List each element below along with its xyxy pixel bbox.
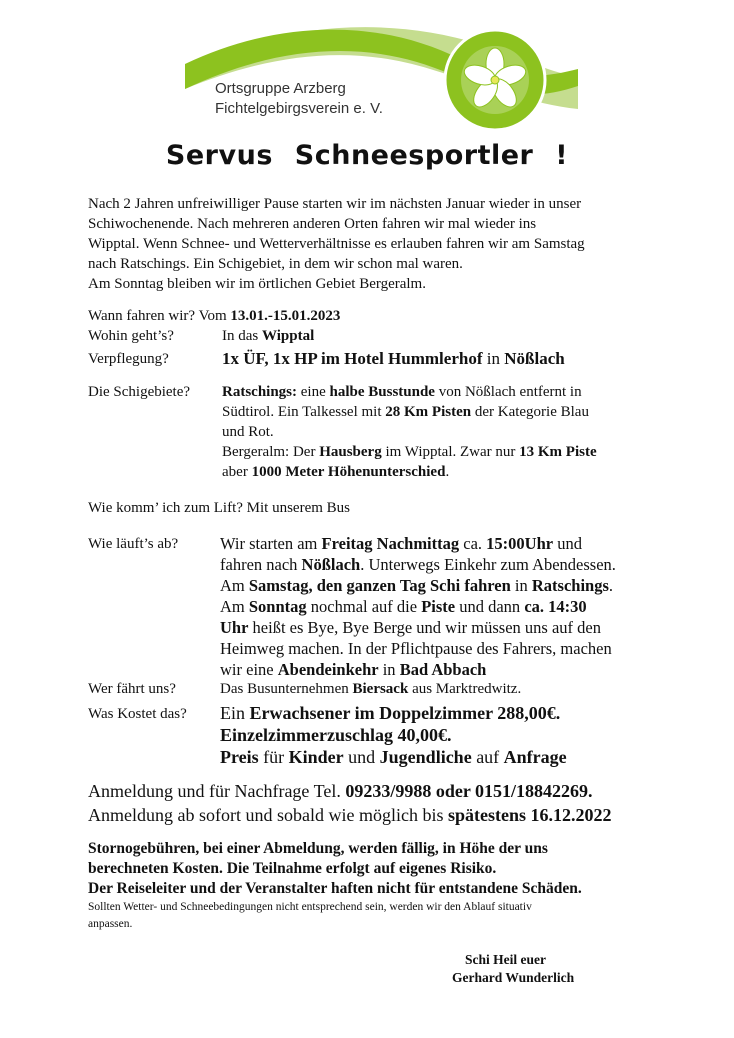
text-segment: Ratschings: [222, 384, 298, 400]
text-segment: Uhr [220, 618, 249, 637]
text-segment: anpassen. [88, 918, 133, 930]
text-segment: in [510, 576, 532, 595]
text-segment: Am Sonntag bleiben wir im örtlichen Gebiet Bergeralm. [88, 276, 426, 292]
text-segment: 1x ÜF, 1x HP im Hotel Hummlerhof [222, 349, 483, 368]
text-segment: Wipptal. Wenn Schnee- und Wetterverhältnisse es erlauben fahren wir am Samstag [88, 236, 585, 252]
field-label-ablauf-1: Wie läuft’s ab? [88, 536, 179, 553]
text-line-ablauf-1 [220, 536, 582, 553]
text-line-storno-3 [88, 881, 582, 897]
text-line-ablauf-4 [220, 599, 587, 616]
text-segment: Sollten Wetter- und Schneebedingungen nicht entsprechend sein, werden wir den Ablauf situativ [88, 901, 532, 913]
text-segment: Nößlach [301, 555, 361, 574]
text-segment: der Kategorie Blau [471, 404, 589, 420]
text-segment: Gerhard Wunderlich [452, 970, 575, 985]
text-segment: 13 Km Piste [519, 444, 597, 460]
text-line-kosten-1 [220, 704, 560, 722]
text-segment: Hausberg [319, 444, 382, 460]
text-line-schigebiete-2 [222, 405, 589, 420]
text-segment: in [378, 660, 400, 679]
text-line-schigebiete-5 [222, 465, 449, 480]
text-segment: Freitag Nachmittag [321, 534, 460, 553]
text-segment: nach Ratschings. Ein Schigebiet, in dem wir schon mal waren. [88, 256, 463, 272]
page-title: Servus Schneesportler ! [165, 140, 569, 171]
text-line-intro-1 [88, 197, 581, 212]
field-label-wann [88, 309, 340, 324]
text-segment: für [258, 747, 289, 767]
text-segment: . Unterwegs Einkehr zum Abendessen. [360, 555, 616, 574]
text-segment: Am [220, 597, 249, 616]
text-line-verpflegung [222, 350, 565, 367]
field-label-schigebiete-1: Die Schigebiete? [88, 384, 191, 400]
text-segment: Heimweg machen. In der Pflichtpause des Fahrers, machen [220, 639, 612, 658]
text-line-storno-2 [88, 861, 496, 877]
text-segment: Nößlach [504, 349, 565, 368]
text-line-intro-2 [88, 217, 536, 232]
text-line-gruss [465, 953, 546, 967]
text-segment: Bad Abbach [399, 660, 487, 679]
text-segment: Am [220, 576, 249, 595]
text-segment: und [553, 534, 582, 553]
text-line-schigebiete-1 [222, 385, 582, 400]
text-segment: . [445, 464, 450, 480]
text-segment: im Wipptal. Zwar nur [381, 444, 520, 460]
text-line-kosten-2 [220, 726, 451, 744]
text-segment: Stornogebühren, bei einer Abmeldung, werden fällig, in Höhe der uns [88, 840, 548, 857]
text-segment: nochmal auf die [306, 597, 422, 616]
text-line-kosten-3 [220, 748, 567, 766]
text-segment: berechneten Kosten. Die Teilnahme erfolgt auf eigenes Risiko. [88, 860, 497, 877]
text-line-ablauf-6 [220, 641, 612, 658]
text-segment: spätestens 16.12.2022 [447, 805, 612, 825]
text-segment: Anmeldung ab sofort und sobald wie möglich bis [88, 805, 448, 825]
text-segment: auf [471, 747, 504, 767]
text-line-schigebiete-4 [222, 445, 597, 460]
text-line-storno-1 [88, 841, 548, 857]
text-segment: Das Busunternehmen [220, 681, 353, 697]
text-segment: Bergeralm: Der [222, 444, 320, 460]
text-line-signatur [452, 971, 574, 985]
text-segment: In das [222, 328, 262, 344]
text-segment: 09233/9988 oder 0151/18842269. [345, 781, 593, 801]
text-segment: 13.01.-15.01.2023 [230, 308, 341, 324]
text-segment: Südtirol. Ein Talkessel mit [222, 404, 386, 420]
text-segment: eine [297, 384, 330, 400]
text-segment: in [482, 349, 505, 368]
field-label-wohin: Wohin geht’s? [88, 328, 174, 344]
text-segment: 15:00Uhr [486, 534, 554, 553]
text-line-ablauf-2 [220, 557, 616, 574]
text-segment: Preis [220, 747, 259, 767]
field-label-lift [88, 501, 350, 516]
text-segment: ca. [459, 534, 487, 553]
text-segment: wir eine [220, 660, 278, 679]
text-segment: Ein [220, 703, 250, 723]
text-segment: ca. 14:30 [524, 597, 587, 616]
text-line-bus [220, 682, 521, 697]
text-line-intro-3 [88, 237, 585, 252]
text-segment: halbe Busstunde [329, 384, 435, 400]
logo-line-1: Ortsgruppe Arzberg [215, 80, 346, 97]
text-segment: Biersack [352, 681, 409, 697]
text-segment: Schi Heil euer [465, 952, 546, 967]
text-segment: Samstag, den ganzen Tag Schi fahren [248, 576, 511, 595]
field-label-text: Wie komm’ ich zum Lift? [88, 500, 243, 516]
field-label-bus: Wer fährt uns? [88, 681, 176, 697]
text-segment: und [343, 747, 380, 767]
text-line-anmeldung-2 [88, 806, 611, 824]
text-segment: Anmeldung und für Nachfrage Tel. [88, 781, 346, 801]
text-segment: Kinder [288, 747, 344, 767]
logo-line-2: Fichtelgebirgsverein e. V. [215, 100, 383, 117]
text-segment: und dann [455, 597, 525, 616]
text-line-intro-4 [88, 257, 463, 272]
text-segment: heißt es Bye, Bye Berge und wir müssen uns auf den [248, 618, 601, 637]
text-segment: . [608, 576, 614, 595]
text-segment: Piste [421, 597, 456, 616]
text-segment: 1000 Meter Höhenunterschied [251, 464, 446, 480]
text-segment: Anfrage [503, 747, 567, 767]
text-segment: Einzelzimmerzuschlag 40,00€. [220, 725, 452, 745]
text-segment: fahren nach [220, 555, 302, 574]
text-segment: Jugendliche [379, 747, 472, 767]
text-line-anmeldung-1 [88, 782, 593, 800]
text-line-intro-5 [88, 277, 426, 292]
text-segment: Erwachsener im Doppelzimmer 288,00€. [249, 703, 561, 723]
text-segment: aus Marktredwitz. [408, 681, 522, 697]
text-segment: Vom [198, 308, 231, 324]
text-segment: aber [222, 464, 252, 480]
text-segment: Ratschings [531, 576, 609, 595]
field-label-text: Wann fahren wir? [88, 308, 196, 324]
text-segment: Nach 2 Jahren unfreiwilliger Pause starten wir im nächsten Januar wieder in unser [88, 196, 582, 212]
text-segment: Wipptal [262, 328, 315, 344]
text-segment: von Nößlach entfernt in [434, 384, 582, 400]
text-segment: Wir starten am [220, 534, 322, 553]
text-segment: Mit unserem Bus [246, 500, 350, 516]
text-segment: 28 Km Pisten [385, 404, 472, 420]
text-line-wohin [222, 329, 314, 344]
text-line-ablauf-7 [220, 662, 486, 679]
text-segment: Abendeinkehr [277, 660, 379, 679]
field-label-verpflegung: Verpflegung? [88, 350, 169, 367]
text-line-ablauf-5 [220, 620, 601, 637]
text-line-schigebiete-3 [222, 425, 274, 440]
text-line-hinweis-2 [88, 919, 132, 931]
text-segment: Der Reiseleiter und der Veranstalter haften nicht für entstandene Schäden. [88, 880, 582, 897]
text-line-hinweis-1 [88, 902, 532, 914]
text-segment: Sonntag [248, 597, 307, 616]
text-segment: und Rot. [222, 424, 274, 440]
text-line-ablauf-3 [220, 578, 613, 595]
text-segment: Schiwochenende. Nach mehreren anderen Orten fahren wir mal wieder ins [88, 216, 537, 232]
field-label-kosten-1: Was Kostet das? [88, 706, 187, 722]
